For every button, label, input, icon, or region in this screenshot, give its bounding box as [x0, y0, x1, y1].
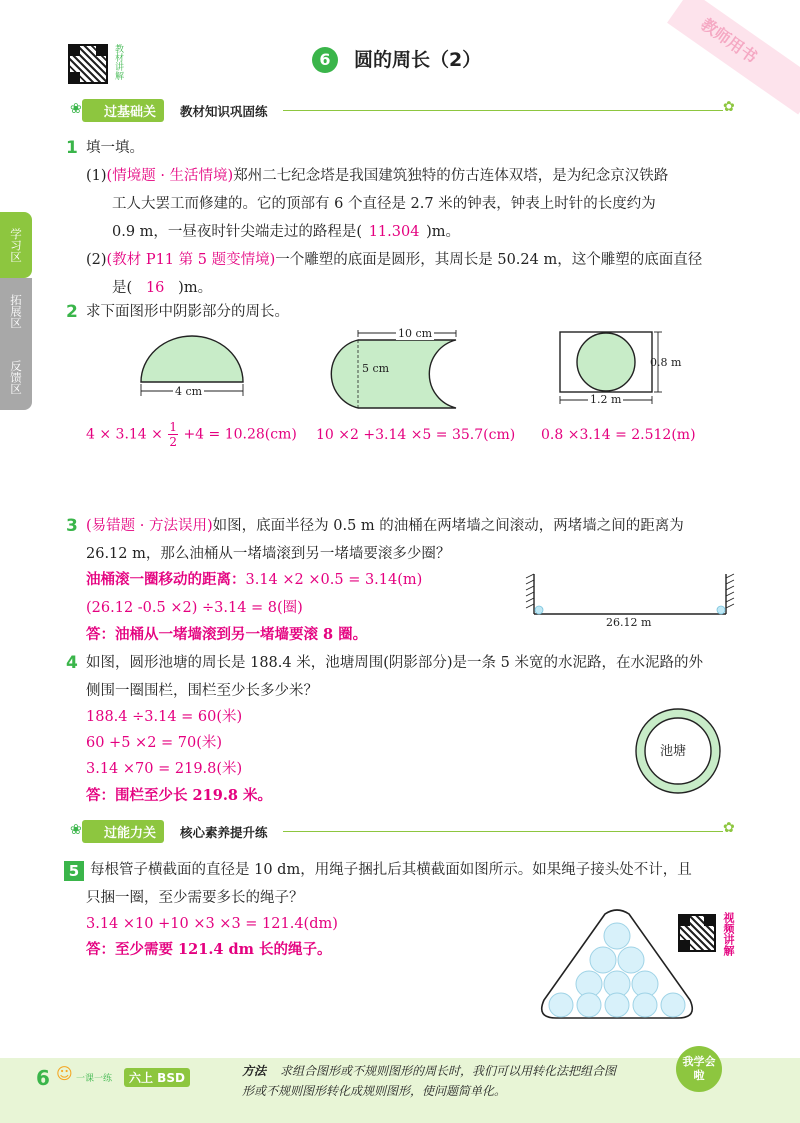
q1-stem: 填一填。	[86, 140, 144, 156]
section-ability-header	[68, 820, 738, 842]
q1-part1-text3: 0.9 m，一昼夜时针尖端走过的路程是(	[112, 224, 363, 240]
q5-line2: 只捆一圈，至少需要多长的绳子？	[86, 890, 304, 906]
page-number: 6	[36, 1066, 50, 1090]
sprout-icon: ❀	[70, 101, 82, 117]
q2-fraction-denominator: 2	[169, 435, 177, 449]
q3-answer-1-label: 油桶滚一圈移动的距离：	[86, 571, 246, 588]
page-title: 圆的周长（2）	[354, 49, 482, 71]
section-divider	[283, 110, 723, 111]
q4-figure-label: 池塘	[660, 744, 687, 759]
q5-number-badge	[64, 861, 84, 881]
q1-part1-line2: 工人大罢工而修建的。它的顶部有 6 个直径是 2.7 米的钟表，钟表上时针的长度约为	[112, 196, 656, 212]
q4-number: 4	[66, 653, 78, 673]
q5-number: 5	[68, 862, 80, 880]
q3-figure-label: 26.12 m	[606, 616, 652, 629]
q3-answer-1	[86, 566, 422, 594]
q1-part1-line3	[112, 218, 460, 246]
q3-answer-1-calc: 3.14 ×2 ×0.5 = 3.14(m)	[245, 572, 423, 588]
q4-answer-2: 60 +5 ×2 = 70(米)	[86, 735, 223, 751]
q5-answer-2: 答：至少需要 121.4 dm 长的绳子。	[86, 941, 332, 958]
section-basic-header	[68, 99, 738, 121]
q2-answer-1-a: 4 × 3.14 ×	[86, 426, 163, 443]
method-label: 方法	[242, 1064, 267, 1078]
q2-number: 2	[66, 302, 78, 322]
q1-number: 1	[66, 138, 78, 158]
sprout-icon-2: ❀	[70, 822, 82, 838]
section-ability-sub: 核心素养提升练	[180, 825, 268, 840]
side-tab-study[interactable]: 学习区	[0, 212, 32, 278]
q1-part2-answer[interactable]: 16	[145, 280, 165, 296]
q3-answer-2: (26.12 -0.5 ×2) ÷3.14 = 8(圈)	[86, 600, 303, 616]
lesson-number-badge	[312, 47, 338, 73]
q4-answer-4: 答：围栏至少长 219.8 米。	[86, 787, 272, 804]
q2-fig1-label: 4 cm	[175, 385, 203, 398]
side-tab-extend[interactable]: 拓展区	[0, 278, 32, 344]
method-line2: 形或不规则图形转化成规则图形，使问题简单化。	[242, 1084, 507, 1098]
q2-answer-2: 10 ×2 +3.14 ×5 = 35.7(cm)	[316, 427, 516, 443]
section-basic-label: 过基础关	[82, 99, 164, 122]
learned-badge	[676, 1046, 722, 1092]
q2-answer-3: 0.8 ×3.14 = 2.512(m)	[541, 427, 696, 443]
q2-figure-capsule	[318, 330, 466, 410]
qr-code-icon[interactable]	[68, 44, 108, 84]
q2-answer-1	[86, 420, 297, 449]
q1-part1-line1	[86, 162, 668, 190]
learned-badge-text: 我学会啦	[682, 1055, 716, 1082]
q1-part2-text2: 是(	[112, 280, 133, 296]
q1-part2-line1	[86, 246, 702, 274]
q3-line1	[86, 512, 684, 540]
q1-part1-answer[interactable]: 11.304	[368, 224, 420, 240]
brand-small: 一课一练	[76, 1074, 113, 1084]
q3-tag: (易错题 · 方法误用)	[86, 518, 213, 534]
section-ability-label: 过能力关	[82, 820, 164, 843]
q2-fig3-bottom-label: 1.2 m	[590, 393, 622, 406]
mascot-icon: ☺	[56, 1064, 73, 1083]
q4-answer-1: 188.4 ÷3.14 = 60(米)	[86, 709, 243, 725]
q2-stem: 求下面图形中阴影部分的周长。	[86, 304, 289, 320]
q3-number: 3	[66, 516, 78, 536]
q3-text1: 如图，底面半径为 0.5 m 的油桶在两堵墙之间滚动，两堵墙之间的距离为	[212, 518, 684, 534]
q1-part1-unit: )m。	[426, 224, 460, 240]
q5-figure-pipes	[536, 908, 698, 1020]
q2-fig2-top-label: 10 cm	[398, 327, 433, 340]
q2-answer-1-b: +4 = 10.28(cm)	[183, 426, 297, 443]
watermark-text: 教师用书	[697, 14, 761, 67]
q2-fig2-side-label: 5 cm	[362, 362, 390, 375]
section-basic-sub: 教材知识巩固练	[180, 104, 268, 119]
q1-part1-text1: 郑州二七纪念塔是我国建筑独特的仿古连体双塔，是为纪念京汉铁路	[233, 168, 669, 184]
method-line1: 求组合图形或不规则图形的周长时，我们可以用转化法把组合图	[280, 1064, 617, 1078]
video-caption: 视频讲解	[722, 912, 735, 956]
flower-icon: ✿	[723, 99, 735, 115]
side-tabs	[0, 212, 32, 410]
section-divider-2	[283, 831, 723, 832]
q4-line1: 如图，圆形池塘的周长是 188.4 米，池塘周围(阴影部分)是一条 5 米宽的水泥路，在水泥路的外	[86, 655, 703, 671]
lesson-number: 6	[319, 50, 331, 69]
side-tab-feedback[interactable]: 反馈区	[0, 344, 32, 410]
q3-answer-3: 答：油桶从一堵墙滚到另一堵墙要滚 8 圈。	[86, 626, 368, 643]
watermark-ribbon	[667, 0, 800, 115]
q2-answer-1-fraction	[168, 420, 178, 449]
q1-part2-tag: (教材 P11 第 5 题变情境)	[106, 252, 276, 268]
q2-fig3-side-label: 0.8 m	[650, 356, 682, 369]
q4-line2: 侧围一圈围栏，围栏至少长多少米？	[86, 683, 318, 699]
q5-answer-1: 3.14 ×10 +10 ×3 ×3 = 121.4(dm)	[86, 916, 338, 932]
flower-icon-2: ✿	[723, 820, 735, 836]
qr-caption: 教材讲解	[113, 44, 123, 80]
q5-line1: 每根管子横截面的直径是 10 dm，用绳子捆扎后其横截面如图所示。如果绳子接头处不计，且	[90, 862, 692, 878]
edition-label: 六上 BSD	[124, 1068, 190, 1087]
q2-fraction-numerator: 1	[169, 420, 177, 434]
q1-part2-text1: 一个雕塑的底面是圆形，其周长是 50.24 m，这个雕塑的底面直径	[275, 252, 703, 268]
q3-line2: 26.12 m，那么油桶从一堵墙滚到另一堵墙要滚多少圈？	[86, 546, 451, 562]
q1-part2-prefix: (2)	[86, 252, 107, 268]
q1-part1-prefix: (1)	[86, 168, 107, 184]
q4-answer-3: 3.14 ×70 = 219.8(米)	[86, 761, 243, 777]
q1-part2-unit: )m。	[178, 280, 213, 296]
q1-part1-tag: (情境题 · 生活情境)	[106, 168, 234, 184]
